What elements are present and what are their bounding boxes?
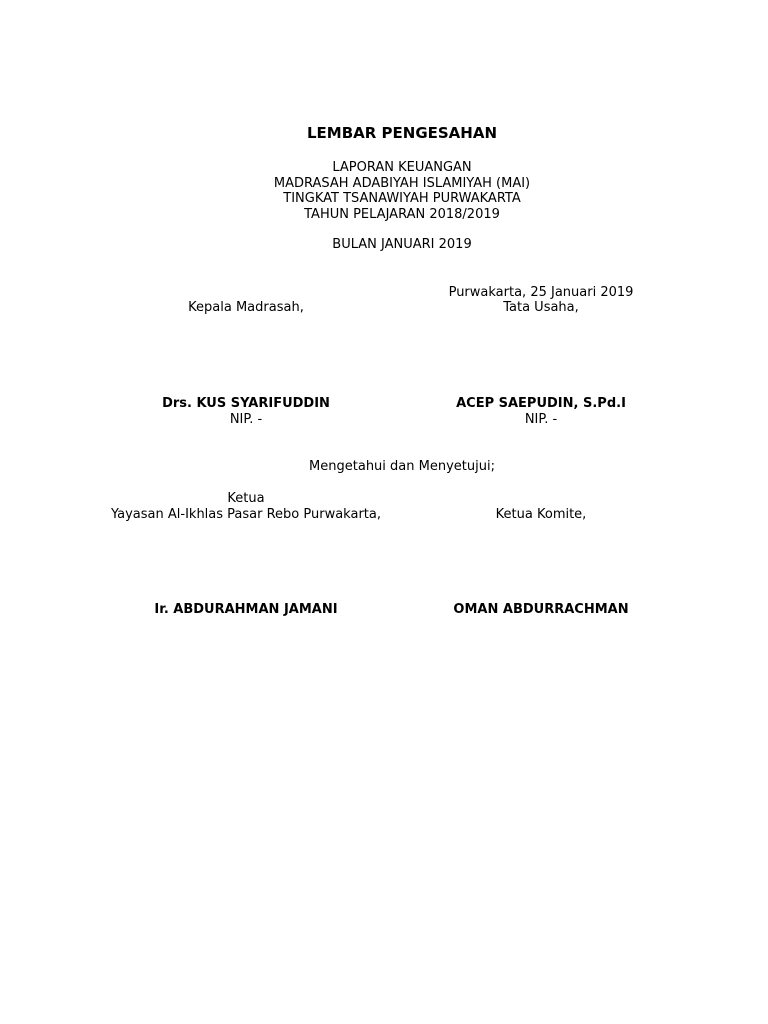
signatory-right-role: Tata Usaha, (503, 300, 579, 315)
approval-heading: Mengetahui dan Menyetujui; (309, 459, 495, 474)
committee-chair-name: OMAN ABDURRACHMAN (453, 602, 629, 617)
report-period: BULAN JANUARI 2019 (332, 237, 472, 252)
place-date: Purwakarta, 25 Januari 2019 (448, 285, 634, 300)
subtitle-line-3: TINGKAT TSANAWIYAH PURWAKARTA (283, 191, 521, 206)
signatory-right-name: ACEP SAEPUDIN, S.Pd.I (456, 396, 626, 411)
signatory-right-nip: NIP. - (524, 412, 558, 427)
signatory-left-nip: NIP. - (229, 412, 263, 427)
foundation-chair-name: Ir. ABDURAHMAN JAMANI (154, 602, 338, 617)
subtitle-line-1: LAPORAN KEUANGAN (332, 160, 472, 175)
signatory-left-role: Kepala Madrasah, (188, 300, 304, 315)
subtitle-line-2: MADRASAH ADABIYAH ISLAMIYAH (MAI) (273, 176, 531, 191)
signatory-left-name: Drs. KUS SYARIFUDDIN (162, 396, 330, 411)
foundation-role-line1: Ketua (227, 491, 265, 506)
foundation-role-line2: Yayasan Al-Ikhlas Pasar Rebo Purwakarta, (111, 507, 381, 522)
committee-role: Ketua Komite, (495, 507, 587, 522)
subtitle-line-4: TAHUN PELAJARAN 2018/2019 (304, 207, 500, 222)
document-title: LEMBAR PENGESAHAN (306, 124, 498, 142)
